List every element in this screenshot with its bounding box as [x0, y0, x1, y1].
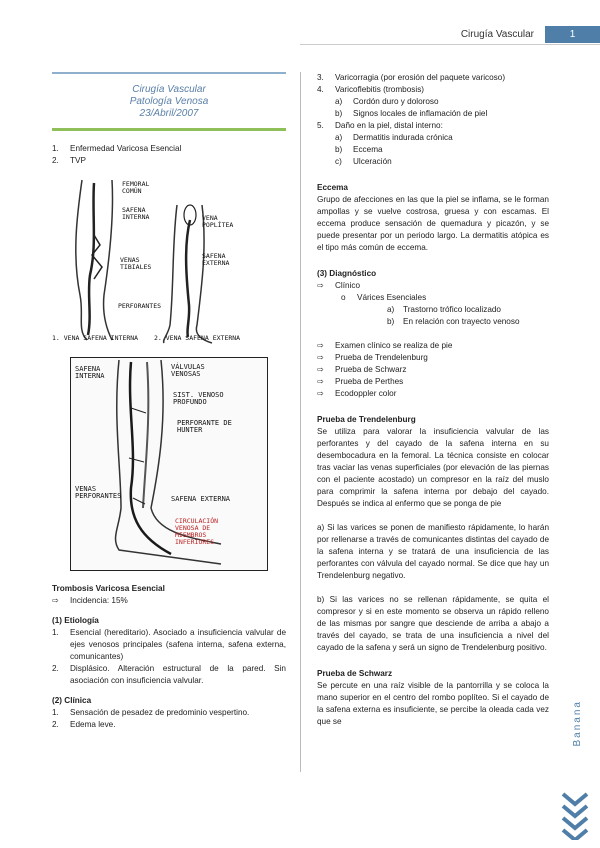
fig1-label: VENAS TIBIALES	[120, 256, 152, 271]
eccema-paragraph: Grupo de afecciones en las que la piel se inflama, se le forman ampollas y se vuelve costrosa, gruesa y con escamas. El eccema produce sensación de quemadura y picazón, y se puede presentar por un periodo largo. La dermatitis atópica es el tipo más común de eccema.	[317, 195, 549, 252]
arrow-icon: ⇨	[317, 341, 324, 350]
fig2-label: PERFORANTE DE HUNTER	[177, 419, 232, 434]
side-watermark: Banana	[572, 700, 583, 747]
list-item: ⇨ Prueba de Perthes	[317, 377, 404, 386]
left-column	[52, 72, 286, 731]
fig1-label: PERFORANTES	[118, 302, 162, 310]
bullet-icon: o	[341, 293, 346, 302]
page-number: 1	[545, 26, 600, 43]
sub-item: c) Ulceración	[335, 157, 392, 166]
fig1-label: SAFENA INTERNA	[122, 206, 150, 221]
column-separator	[300, 72, 301, 772]
list-item: 5. Daño en la piel, distal interno:	[317, 121, 443, 130]
trendelenburg-case-a: a) Si las varices se ponen de manifiesto rápidamente, lo harán por rellenarse a través de comunicantes distintas del cayado de la safena interna y se tratará de una insuficiencia de las perforantes con válvula del cayado normal. Se dice que hay un Trendelenburg negativo.	[317, 523, 549, 580]
diagnostico-heading: (3) Diagnóstico	[317, 269, 377, 278]
fig1-caption: 2. VENA SAFENA EXTERNA	[154, 334, 241, 342]
list-item: ⇨ Prueba de Trendelenburg	[317, 353, 428, 362]
sub-item: a) Trastorno trófico localizado	[387, 305, 501, 314]
fig2-label: VENAS PERFORANTES	[75, 485, 122, 500]
list-item: ⇨ Ecodoppler color	[317, 389, 397, 398]
trendelenburg-paragraph: Se utiliza para valorar la insuficiencia valvular de las perforantes y del cayado de la safena interna en su desembocadura en la femoral. La técnica consiste en colocar tras vaciar las venas superficiales (por elevación de las piernas con el paciente acostado) un compresor en la raíz del muslo para comprimir la safena interna por debajo del cayado. Después se indica al enfermo que se ponga de pie	[317, 427, 549, 508]
fig2-label: VÁLVULAS VENOSAS	[171, 363, 205, 378]
clinica-heading: (2) Clínica	[52, 696, 92, 705]
schwarz-heading: Prueba de Schwarz	[317, 669, 393, 678]
chevron-down-icon	[560, 790, 590, 840]
arrow-icon: ⇨	[317, 353, 324, 362]
figure-saphenous-veins	[52, 175, 242, 345]
etiologia-heading: (1) Etiología	[52, 616, 99, 625]
figure-venous-circulation	[70, 357, 268, 571]
list-item: 2. Displásico. Alteración estructural de la pared. Sin asociación con insuficiencia valvular.	[52, 664, 286, 685]
title-line-1: Cirugía Vascular	[132, 84, 206, 95]
right-column	[317, 72, 549, 728]
fig1-label: SAFENA EXTERNA	[202, 252, 230, 267]
list-item: 1. Enfermedad Varicosa Esencial	[52, 144, 182, 153]
eccema-heading: Eccema	[317, 183, 348, 192]
list-item: 4. Varicoflebitis (trombosis)	[317, 85, 425, 94]
intro-list	[52, 143, 286, 167]
fig1-label: FEMORAL COMÚN	[122, 180, 150, 195]
title-line-3: 23/Abril/2007	[139, 108, 199, 119]
trendelenburg-heading: Prueba de Trendelenburg	[317, 415, 416, 424]
clinica-list	[52, 707, 286, 731]
trombosis-heading: Trombosis Varicosa Esencial	[52, 584, 165, 593]
title-block	[52, 74, 286, 128]
arrow-icon: ⇨	[317, 281, 324, 290]
list-item: 2. Edema leve.	[52, 720, 116, 729]
list-item: 2. TVP	[52, 156, 86, 165]
varices-item: o Várices Esenciales	[341, 293, 427, 302]
arrow-icon: ⇨	[317, 377, 324, 386]
list-item: ⇨ Examen clínico se realiza de pie	[317, 341, 453, 350]
arrow-icon: ⇨	[52, 596, 59, 605]
incidence-item: ⇨ Incidencia: 15%	[52, 596, 128, 605]
sub-item: b) Eccema	[335, 145, 383, 154]
fig1-caption: 1. VENA SAFENA INTERNA	[52, 334, 139, 342]
sub-item: a) Cordón duro y doloroso	[335, 97, 439, 106]
list-item: 1. Esencial (hereditario). Asociado a insuficiencia valvular de ejes venosos principales (safena interna, safena externa, comunicantes)	[52, 628, 286, 661]
fig2-label: SAFENA INTERNA	[75, 365, 105, 380]
sub-item: a) Dermatitis indurada crónica	[335, 133, 453, 142]
list-item: ⇨ Prueba de Schwarz	[317, 365, 407, 374]
complications-list	[317, 72, 549, 96]
fig2-label: SIST. VENOSO PROFUNDO	[173, 391, 224, 406]
fig2-label: SAFENA EXTERNA	[171, 495, 231, 503]
title-line-2: Patología Venosa	[129, 96, 209, 107]
fig2-caption: CIRCULACIÓN VENOSA DE MIEMBROS INFERIORES	[175, 517, 219, 546]
page-header	[0, 26, 600, 44]
list-item: 3. Varicorragia (por erosión del paquete varicoso)	[317, 73, 506, 82]
arrow-icon: ⇨	[317, 389, 324, 398]
sub-item: b) En relación con trayecto venoso	[387, 317, 520, 326]
etiologia-list	[52, 627, 286, 687]
title-bottom-rule	[52, 128, 286, 131]
arrow-icon: ⇨	[317, 365, 324, 374]
header-rule	[300, 44, 600, 45]
list-item: 1. Sensación de pesadez de predominio vespertino.	[52, 708, 250, 717]
clinico-item: ⇨ Clínico	[317, 281, 361, 290]
header-title: Cirugía Vascular	[460, 29, 534, 40]
complications-list-5	[317, 120, 549, 132]
trendelenburg-case-b: b) Si las varices no se rellenan rápidamente, se quita el compresor y si en este momento se observa un rápido relleno de las mismas por sangre que desciende de arriba a abajo a través del cayado, se trata de una insuficiencia a nivel del cayado de la safena y será un signo de Trendelenburg positivo.	[317, 595, 549, 652]
schwarz-paragraph: Se percute en una raíz visible de la pantorrilla y se coloca la mano superior en el centro del rombo poplíteo. Si el cayado de la safena externa es insuficiente, se percibe la oleada cada vez que se	[317, 681, 549, 726]
diag-tests-list	[317, 340, 549, 400]
sub-item: b) Signos locales de inflamación de piel	[335, 109, 488, 118]
fig1-label: VENA POPLÍTEA	[202, 214, 234, 229]
